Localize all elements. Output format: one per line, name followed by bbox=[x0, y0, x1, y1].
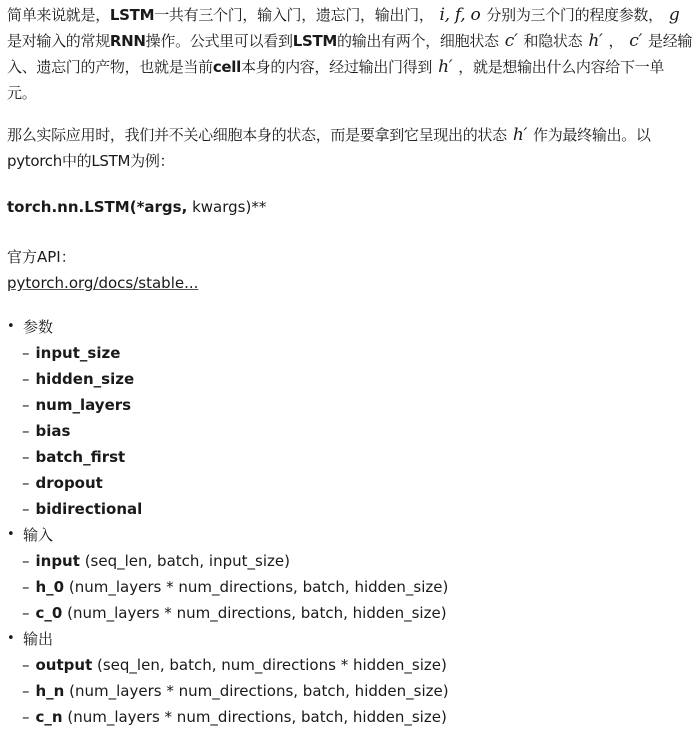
param-shape: (seq_len, batch, input_size) bbox=[79, 552, 290, 570]
param-name: h_0 bbox=[35, 578, 65, 596]
list-item bbox=[7, 340, 449, 366]
text: 一共有三个门，输入门，遗忘门，输出门， bbox=[154, 6, 434, 24]
list-item bbox=[7, 704, 449, 730]
text: 的输出有两个，细胞状态 bbox=[337, 32, 499, 50]
math-h-prime: h′ bbox=[512, 125, 528, 145]
function-signature bbox=[7, 196, 266, 218]
signature-bold: torch.nn.LSTM(*args, bbox=[7, 198, 188, 216]
param-name: input bbox=[35, 552, 80, 570]
param-shape: (num_layers * num_directions, batch, hidden_size) bbox=[62, 604, 447, 622]
dash-icon: – bbox=[22, 396, 30, 414]
text: RNN bbox=[109, 32, 146, 50]
param-name: h_n bbox=[35, 682, 65, 700]
text: 那么实际应用时，我们并不关心细胞本身的状态，而是要拿到它呈现出的状态 bbox=[7, 126, 507, 144]
bullet-icon: • bbox=[7, 631, 15, 646]
list-item bbox=[7, 392, 449, 418]
group-title: 输出 bbox=[23, 630, 54, 648]
api-section bbox=[7, 244, 198, 296]
api-label: 官方API： bbox=[7, 248, 76, 266]
param-name: bidirectional bbox=[35, 500, 143, 518]
text: 是对输入的常规 bbox=[7, 32, 110, 50]
param-name: c_n bbox=[35, 708, 63, 726]
dash-icon: – bbox=[22, 578, 30, 596]
list-item bbox=[7, 600, 449, 626]
group-title: 参数 bbox=[23, 318, 54, 336]
list-item bbox=[7, 678, 449, 704]
param-shape: (seq_len, batch, num_directions * hidden_size) bbox=[92, 656, 447, 674]
group-title: 输入 bbox=[23, 526, 54, 544]
list-item bbox=[7, 496, 449, 522]
text: 分别为三个门的程度参数， bbox=[486, 6, 663, 24]
signature-rest: kwargs)** bbox=[187, 198, 267, 216]
dash-icon: – bbox=[22, 500, 30, 518]
list-item bbox=[7, 418, 449, 444]
text: cell bbox=[212, 58, 241, 76]
text: 本身的内容，经过输出门得到 bbox=[240, 58, 433, 76]
param-name: c_0 bbox=[35, 604, 63, 622]
param-name: output bbox=[35, 656, 93, 674]
text: 是经输入、遗忘门的产物，也就是当前 bbox=[7, 32, 693, 76]
param-shape: (num_layers * num_directions, batch, hidden_size) bbox=[64, 578, 449, 596]
list-group-inputs bbox=[7, 522, 449, 548]
list-item bbox=[7, 548, 449, 574]
param-name: num_layers bbox=[35, 396, 132, 414]
text: 作为最终输出。以pytorch中的LSTM为例： bbox=[7, 126, 651, 170]
dash-icon: – bbox=[22, 448, 30, 466]
math-h-prime: h′ bbox=[588, 31, 603, 51]
list-item bbox=[7, 366, 449, 392]
list-group-outputs bbox=[7, 626, 449, 652]
api-docs-link[interactable]: pytorch.org/docs/stable... bbox=[7, 274, 199, 292]
text: 和隐状态 bbox=[523, 32, 583, 50]
param-shape: (num_layers * num_directions, batch, hidden_size) bbox=[62, 708, 447, 726]
lstm-parameter-list bbox=[7, 314, 449, 730]
bullet-icon: • bbox=[7, 319, 15, 334]
list-item bbox=[7, 652, 449, 678]
math-h-prime: h′ bbox=[438, 57, 453, 77]
param-name: input_size bbox=[35, 344, 121, 362]
dash-icon: – bbox=[22, 708, 30, 726]
usage-paragraph bbox=[7, 122, 693, 174]
text: LSTM bbox=[109, 6, 155, 24]
math-g: g bbox=[668, 5, 680, 25]
dash-icon: – bbox=[22, 474, 30, 492]
param-name: bias bbox=[35, 422, 71, 440]
param-name: hidden_size bbox=[35, 370, 135, 388]
dash-icon: – bbox=[22, 370, 30, 388]
list-item bbox=[7, 470, 449, 496]
text: LSTM bbox=[292, 32, 338, 50]
param-shape: (num_layers * num_directions, batch, hidden_size) bbox=[64, 682, 449, 700]
text: ，就是想输出什么内容给下一单元。 bbox=[7, 58, 665, 102]
math-ifo: i, f, o bbox=[439, 5, 481, 25]
dash-icon: – bbox=[22, 422, 30, 440]
dash-icon: – bbox=[22, 344, 30, 362]
dash-icon: – bbox=[22, 552, 30, 570]
param-name: dropout bbox=[35, 474, 103, 492]
list-item bbox=[7, 574, 449, 600]
list-item bbox=[7, 444, 449, 470]
math-c-prime: c′ bbox=[629, 31, 643, 51]
bullet-icon: • bbox=[7, 527, 15, 542]
text: 简单来说就是， bbox=[7, 6, 110, 24]
param-name: batch_first bbox=[35, 448, 126, 466]
list-group-params bbox=[7, 314, 449, 340]
dash-icon: – bbox=[22, 604, 30, 622]
dash-icon: – bbox=[22, 682, 30, 700]
text: 操作。公式里可以看到 bbox=[145, 32, 293, 50]
math-c-prime: c′ bbox=[504, 31, 518, 51]
intro-paragraph bbox=[7, 2, 693, 106]
text: ， bbox=[608, 32, 624, 50]
dash-icon: – bbox=[22, 656, 30, 674]
